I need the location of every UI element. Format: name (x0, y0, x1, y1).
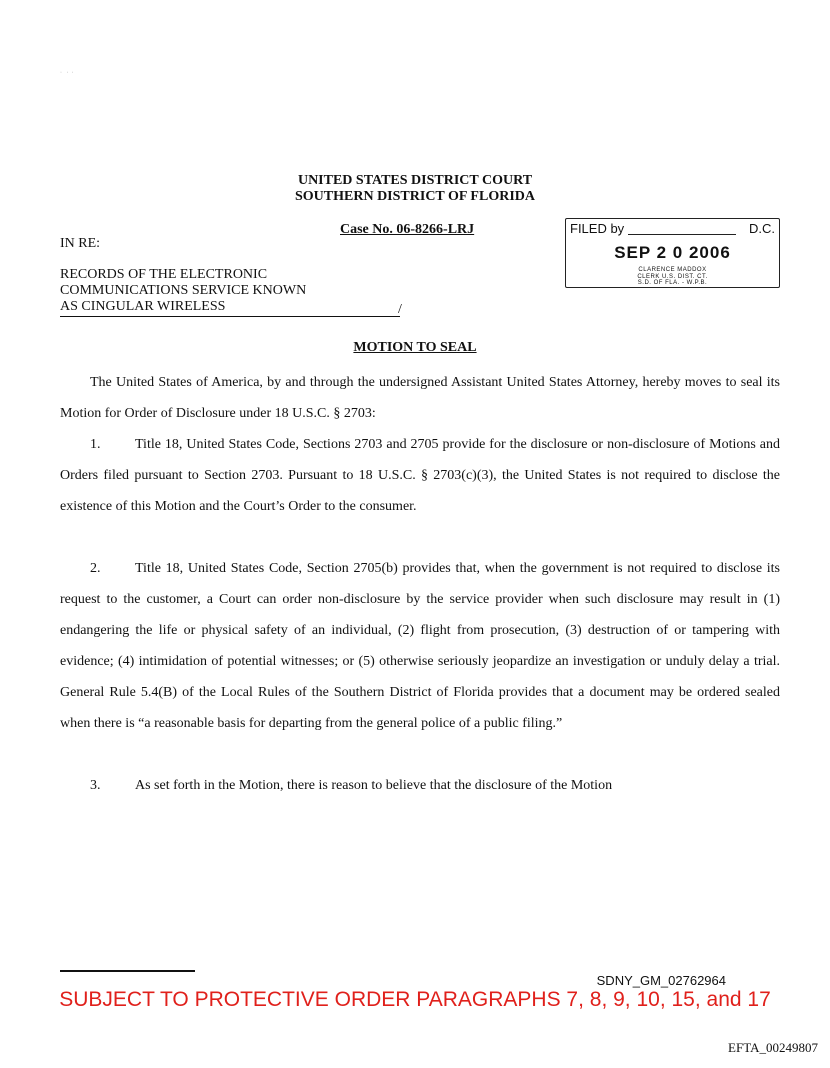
stamp-clerk-line: CLARENCE MADDOX (638, 267, 707, 273)
paragraph-text: Title 18, United States Code, Section 2705(b) provides that, when the government is not required to disclose its request to the customer, a Court can order non-disclosure by the service provider when such disclosure may result in (1) endangering the life or physical safety of an individual, (2) flight from prosecution, (3) destruction of or tampering with evidence; (4) intimidation of potential witnesses; or (5) otherwise seriously jeopardize an investigation or unduly delay a trial. General Rule 5.4(B) of the Local Rules of the Southern District of Florida provides that a document may be ordered sealed when there is “a reasonable basis for departing from the general police of a public filing.” (60, 561, 780, 731)
paragraph-3 (60, 770, 780, 801)
bates-number: SDNY_GM_02762964 (596, 973, 726, 988)
intro-paragraph: The United States of America, by and through the undersigned Assistant United States Attorney, hereby moves to seal its Motion for Order of Disclosure under 18 U.S.C. § 2703: (60, 375, 780, 421)
stamp-clerk (566, 267, 779, 287)
paragraph-2 (60, 553, 780, 739)
scan-specks: · · · (60, 70, 74, 76)
paragraph-text: As set forth in the Motion, there is reason to believe that the disclosure of the Motion (135, 778, 613, 793)
stamp-dc: D.C. (749, 221, 775, 236)
document-title: MOTION TO SEAL (353, 340, 477, 355)
paragraph-text: Title 18, United States Code, Sections 2703 and 2705 provide for the disclosure or non-disclosure of Motions and Orders filed pursuant to Section 2703. Pursuant to 18 U.S.C. § 2703(c)(3), the United States is not required to disclose the existence of this Motion and the Court’s Order to the consumer. (60, 437, 780, 514)
court-name: UNITED STATES DISTRICT COURT (297, 173, 533, 188)
paragraph-1 (60, 429, 780, 522)
paragraph-number: 1. (90, 437, 101, 452)
protective-order-notice: SUBJECT TO PROTECTIVE ORDER PARAGRAPHS 7, 8, 9, 10, 15, and 17 (59, 988, 771, 1011)
caption-rule (60, 316, 400, 317)
stamp-date: SEP 2 0 2006 (614, 243, 731, 262)
caption-line: COMMUNICATIONS SERVICE KNOWN (60, 283, 307, 298)
efta-number: EFTA_00249807 (728, 1040, 818, 1055)
stamp-signature-line (628, 234, 736, 235)
stamp-filed-by: FILED by (570, 221, 625, 236)
paragraph-number: 3. (90, 778, 101, 793)
caption-line: AS CINGULAR WIRELESS (60, 299, 226, 314)
caption-slash: / (398, 302, 402, 317)
filed-stamp (565, 218, 780, 288)
court-district: SOUTHERN DISTRICT OF FLORIDA (295, 189, 535, 204)
caption-line: RECORDS OF THE ELECTRONIC (60, 267, 268, 282)
footer-rule (60, 970, 195, 972)
stamp-clerk-line: CLERK U.S. DIST. CT. (637, 273, 708, 280)
in-re-label: IN RE: (60, 236, 101, 251)
stamp-clerk-line: S.D. OF FLA. - W.P.B. (637, 280, 708, 286)
paragraph-number: 2. (90, 561, 101, 576)
case-number: Case No. 06-8266-LRJ (340, 222, 475, 237)
case-caption (60, 267, 306, 315)
